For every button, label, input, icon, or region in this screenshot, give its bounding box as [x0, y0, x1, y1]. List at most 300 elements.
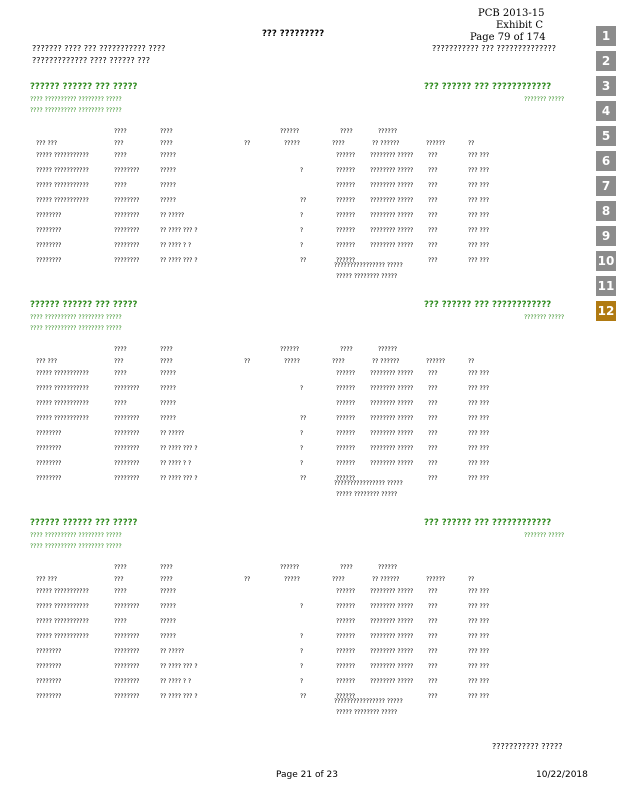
- table-cell: ?: [300, 663, 304, 670]
- table-cell: ?????: [160, 415, 176, 422]
- table-cell: ???: [428, 693, 438, 700]
- exhibit-stamp: [470, 8, 546, 44]
- page-tab-2[interactable]: 2: [596, 51, 616, 71]
- table-row: [0, 430, 596, 438]
- table-cell: ??????: [336, 663, 356, 670]
- table-row: [0, 400, 596, 408]
- header-cell: ????: [160, 576, 173, 583]
- stamp-line-1: PCB 2013-15: [478, 8, 545, 19]
- table-cell: ?????: [160, 588, 176, 595]
- header-cell: ????: [160, 564, 173, 571]
- table-cell: ?? ?????: [160, 430, 185, 437]
- table-cell: ?????: [160, 370, 176, 377]
- header-cell: ??????: [378, 564, 398, 571]
- table-cell: ???????? ?????: [370, 212, 414, 219]
- table-cell: ???: [428, 588, 438, 595]
- table-cell: ????????: [114, 167, 140, 174]
- table-cell: ??? ???: [468, 588, 490, 595]
- table-cell: ?? ?????: [160, 212, 185, 219]
- table-cell: ????????: [36, 257, 62, 264]
- table-cell: ?????: [160, 182, 176, 189]
- table-cell: ???????? ?????: [370, 633, 414, 640]
- table-row: [0, 693, 596, 701]
- rate-section: [0, 518, 596, 728]
- section-left-heading: ?????? ?????? ??? ?????: [30, 300, 138, 310]
- table-cell: ??????: [336, 227, 356, 234]
- header-cell: ??????: [426, 358, 446, 365]
- header-cell: ??????: [280, 346, 300, 353]
- table-cell: ??? ???: [468, 693, 490, 700]
- table-cell: ????????: [36, 663, 62, 670]
- table-cell: ?? ???? ??? ?: [160, 227, 198, 234]
- rate-section: [0, 300, 596, 510]
- table-cell: ????????: [114, 242, 140, 249]
- section-right-heading: ??? ?????? ??? ????????????: [424, 518, 552, 528]
- table-cell: ??? ???: [468, 430, 490, 437]
- table-cell: ??????: [336, 460, 356, 467]
- table-cell: ????? ???????????: [36, 618, 89, 625]
- signature-line: ??????????? ?????: [492, 742, 563, 751]
- stamp-line-3: Page 79 of 174: [470, 32, 546, 43]
- table-cell: ??? ???: [468, 678, 490, 685]
- table-cell: ??????: [336, 370, 356, 377]
- table-cell: ??????: [336, 385, 356, 392]
- table-cell: ????????: [36, 212, 62, 219]
- table-cell: ???????? ?????: [370, 678, 414, 685]
- table-cell: ????????: [114, 633, 140, 640]
- table-row: [0, 475, 596, 483]
- table-cell: ?? ???? ??? ?: [160, 663, 198, 670]
- page-number: Page 21 of 23: [276, 770, 338, 780]
- table-cell: ?: [300, 430, 304, 437]
- table-cell: ????: [114, 182, 127, 189]
- table-cell: ???????? ?????: [370, 663, 414, 670]
- table-cell: ?: [300, 678, 304, 685]
- header-cell: ????: [114, 128, 127, 135]
- table-cell: ?? ???? ? ?: [160, 242, 192, 249]
- table-cell: ??? ???: [468, 633, 490, 640]
- table-cell: ????? ???????????: [36, 370, 89, 377]
- table-cell: ?? ???? ??? ?: [160, 693, 198, 700]
- table-cell: ?????: [160, 618, 176, 625]
- table-cell: ????????: [114, 385, 140, 392]
- header-cell: ????: [340, 564, 353, 571]
- table-cell: ?: [300, 242, 304, 249]
- header-left-line-2: ????????????? ???? ?????? ???: [32, 56, 151, 65]
- table-cell: ?: [300, 460, 304, 467]
- section-right-heading: ??? ?????? ??? ????????????: [424, 300, 552, 310]
- table-cell: ?? ???? ??? ?: [160, 445, 198, 452]
- table-cell: ????????: [114, 197, 140, 204]
- table-cell: ?????: [160, 197, 176, 204]
- header-cell: ????: [340, 128, 353, 135]
- table-cell: ??????: [336, 242, 356, 249]
- page-tabs: [596, 26, 616, 326]
- header-cell: ??? ???: [36, 576, 58, 583]
- table-cell: ???: [428, 167, 438, 174]
- table-cell: ????? ???????????: [36, 400, 89, 407]
- table-cell: ???????? ?????: [370, 445, 414, 452]
- table-cell: ?????: [160, 633, 176, 640]
- table-cell: ???: [428, 603, 438, 610]
- section-note-2: ????? ???????? ?????: [336, 273, 398, 280]
- table-row: [0, 182, 596, 190]
- table-header-row-1: [0, 346, 596, 354]
- table-cell: ????????: [114, 460, 140, 467]
- table-cell: ????????: [114, 663, 140, 670]
- table-row: [0, 227, 596, 235]
- header-cell: ???: [114, 140, 124, 147]
- table-cell: ????????: [114, 257, 140, 264]
- header-cell: ????: [332, 576, 345, 583]
- table-cell: ?: [300, 212, 304, 219]
- table-cell: ???????? ?????: [370, 197, 414, 204]
- table-row: [0, 167, 596, 175]
- table-cell: ??? ???: [468, 475, 490, 482]
- table-cell: ????: [114, 588, 127, 595]
- header-cell: ??????: [280, 564, 300, 571]
- header-cell: ??? ???: [36, 358, 58, 365]
- table-cell: ????????: [36, 475, 62, 482]
- table-cell: ????? ???????????: [36, 415, 89, 422]
- header-cell: ?????: [284, 358, 300, 365]
- table-cell: ???: [428, 648, 438, 655]
- table-cell: ?? ???? ??? ?: [160, 257, 198, 264]
- header-cell: ????: [160, 140, 173, 147]
- section-right-sub: ??????? ?????: [524, 314, 565, 321]
- section-left-heading: ?????? ?????? ??? ?????: [30, 518, 138, 528]
- section-right-heading: ??? ?????? ??? ????????????: [424, 82, 552, 92]
- table-cell: ?? ???? ? ?: [160, 460, 192, 467]
- table-cell: ?????: [160, 603, 176, 610]
- table-cell: ????: [114, 400, 127, 407]
- section-right-sub: ??????? ?????: [524, 96, 565, 103]
- table-cell: ??: [300, 415, 307, 422]
- page-tab-7[interactable]: 7: [596, 176, 616, 196]
- table-cell: ??? ???: [468, 197, 490, 204]
- section-note-1: ???????????????? ?????: [334, 480, 403, 487]
- table-cell: ??? ???: [468, 400, 490, 407]
- table-cell: ???????? ?????: [370, 648, 414, 655]
- header-cell: ?????: [284, 576, 300, 583]
- table-cell: ??? ???: [468, 415, 490, 422]
- table-header-row-1: [0, 564, 596, 572]
- table-cell: ??? ???: [468, 663, 490, 670]
- table-cell: ????????: [114, 212, 140, 219]
- page-tab-10[interactable]: 10: [596, 251, 616, 271]
- table-cell: ??????: [336, 633, 356, 640]
- table-cell: ??????: [336, 430, 356, 437]
- table-row: [0, 603, 596, 611]
- table-cell: ????????: [36, 227, 62, 234]
- page-tab-11[interactable]: 11: [596, 276, 616, 296]
- table-cell: ????: [114, 618, 127, 625]
- header-cell: ?????: [284, 140, 300, 147]
- header-cell: ????: [332, 140, 345, 147]
- table-cell: ???: [428, 257, 438, 264]
- table-cell: ?: [300, 633, 304, 640]
- table-cell: ????? ???????????: [36, 588, 89, 595]
- rate-section: [0, 82, 596, 292]
- section-left-sub-1: ???? ?????????? ???????? ?????: [30, 96, 122, 103]
- table-cell: ?? ???? ??? ?: [160, 475, 198, 482]
- table-cell: ????? ???????????: [36, 152, 89, 159]
- table-cell: ??? ???: [468, 212, 490, 219]
- document-title: ??? ?????????: [262, 29, 325, 39]
- section-note-1: ???????????????? ?????: [334, 262, 403, 269]
- table-cell: ??????: [336, 400, 356, 407]
- table-cell: ???????? ?????: [370, 618, 414, 625]
- table-cell: ????????: [36, 648, 62, 655]
- table-cell: ??????: [336, 212, 356, 219]
- table-cell: ??? ???: [468, 648, 490, 655]
- page-tab-1[interactable]: 1: [596, 26, 616, 46]
- table-cell: ??????: [336, 603, 356, 610]
- table-cell: ??????: [336, 167, 356, 174]
- table-cell: ??????: [336, 475, 356, 482]
- table-cell: ????????: [36, 460, 62, 467]
- table-cell: ????? ???????????: [36, 197, 89, 204]
- table-row: [0, 445, 596, 453]
- table-cell: ??? ???: [468, 618, 490, 625]
- table-cell: ???????? ?????: [370, 242, 414, 249]
- table-row: [0, 385, 596, 393]
- table-cell: ???????? ?????: [370, 227, 414, 234]
- header-cell: ??????: [378, 346, 398, 353]
- table-cell: ?: [300, 385, 304, 392]
- section-left-heading: ?????? ?????? ??? ?????: [30, 82, 138, 92]
- table-row: [0, 460, 596, 468]
- table-cell: ?? ???? ? ?: [160, 678, 192, 685]
- table-row: [0, 370, 596, 378]
- table-header-row-1: [0, 128, 596, 136]
- table-cell: ?: [300, 167, 304, 174]
- table-cell: ???: [428, 678, 438, 685]
- page-tab-9[interactable]: 9: [596, 226, 616, 246]
- table-cell: ???????? ?????: [370, 430, 414, 437]
- header-cell: ??????: [426, 140, 446, 147]
- print-date: 10/22/2018: [536, 770, 588, 780]
- table-cell: ??????: [336, 415, 356, 422]
- section-note-1: ???????????????? ?????: [334, 698, 403, 705]
- page-tab-5[interactable]: 5: [596, 126, 616, 146]
- table-cell: ???????? ?????: [370, 400, 414, 407]
- header-cell: ????: [160, 358, 173, 365]
- table-cell: ????????: [114, 648, 140, 655]
- table-cell: ??: [300, 693, 307, 700]
- page-tab-3[interactable]: 3: [596, 76, 616, 96]
- table-cell: ???????? ?????: [370, 167, 414, 174]
- table-cell: ????????: [114, 227, 140, 234]
- table-cell: ????? ???????????: [36, 182, 89, 189]
- section-left-sub-1: ???? ?????????? ???????? ?????: [30, 532, 122, 539]
- table-cell: ????????: [114, 445, 140, 452]
- table-cell: ????: [114, 370, 127, 377]
- table-cell: ??: [300, 197, 307, 204]
- table-cell: ???: [428, 633, 438, 640]
- table-cell: ???: [428, 663, 438, 670]
- table-cell: ??? ???: [468, 445, 490, 452]
- header-cell: ?? ??????: [372, 576, 400, 583]
- table-cell: ??????: [336, 693, 356, 700]
- header-cell: ????: [114, 346, 127, 353]
- table-row: [0, 197, 596, 205]
- table-row: [0, 618, 596, 626]
- table-cell: ???: [428, 475, 438, 482]
- table-row: [0, 588, 596, 596]
- table-cell: ???: [428, 182, 438, 189]
- table-cell: ???: [428, 445, 438, 452]
- table-cell: ??????: [336, 197, 356, 204]
- table-cell: ???????? ?????: [370, 460, 414, 467]
- table-header-row-2: [0, 140, 596, 148]
- header-cell: ??: [244, 140, 251, 147]
- table-cell: ???????? ?????: [370, 370, 414, 377]
- stamp-line-2: Exhibit C: [496, 20, 544, 31]
- table-cell: ????????: [36, 678, 62, 685]
- table-row: [0, 663, 596, 671]
- header-cell: ???: [114, 576, 124, 583]
- table-cell: ???: [428, 212, 438, 219]
- table-cell: ????????: [114, 678, 140, 685]
- table-cell: ?????: [160, 400, 176, 407]
- table-cell: ??????: [336, 678, 356, 685]
- table-cell: ?? ?????: [160, 648, 185, 655]
- header-cell: ????: [114, 564, 127, 571]
- table-cell: ????????: [114, 475, 140, 482]
- table-cell: ??: [300, 257, 307, 264]
- table-header-row-2: [0, 358, 596, 366]
- table-cell: ???: [428, 197, 438, 204]
- table-cell: ?: [300, 227, 304, 234]
- table-cell: ???: [428, 385, 438, 392]
- table-cell: ????: [114, 152, 127, 159]
- table-cell: ??? ???: [468, 385, 490, 392]
- table-cell: ???????? ?????: [370, 415, 414, 422]
- header-cell: ??? ???: [36, 140, 58, 147]
- table-cell: ????????: [114, 430, 140, 437]
- table-row: [0, 678, 596, 686]
- table-row: [0, 633, 596, 641]
- table-header-row-2: [0, 576, 596, 584]
- table-cell: ?????: [160, 152, 176, 159]
- header-cell: ??????: [426, 576, 446, 583]
- header-cell: ????: [160, 128, 173, 135]
- table-cell: ???: [428, 430, 438, 437]
- table-cell: ???: [428, 370, 438, 377]
- table-cell: ??? ???: [468, 227, 490, 234]
- page-tab-4[interactable]: 4: [596, 101, 616, 121]
- section-note-2: ????? ???????? ?????: [336, 709, 398, 716]
- header-cell: ?? ??????: [372, 358, 400, 365]
- header-right-line-1: ??????????? ??? ??????????????: [432, 44, 556, 53]
- page-tab-8[interactable]: 8: [596, 201, 616, 221]
- table-cell: ??? ???: [468, 152, 490, 159]
- table-cell: ?: [300, 445, 304, 452]
- header-cell: ????: [340, 346, 353, 353]
- header-left-line-1: ??????? ???? ??? ??????????? ????: [32, 44, 166, 53]
- table-cell: ????? ???????????: [36, 167, 89, 174]
- header-cell: ??: [468, 140, 475, 147]
- table-cell: ??? ???: [468, 370, 490, 377]
- table-cell: ???????? ?????: [370, 603, 414, 610]
- header-cell: ????: [160, 346, 173, 353]
- table-cell: ???: [428, 460, 438, 467]
- table-cell: ???: [428, 152, 438, 159]
- table-row: [0, 648, 596, 656]
- table-cell: ??: [300, 475, 307, 482]
- table-cell: ???: [428, 618, 438, 625]
- table-cell: ??????: [336, 588, 356, 595]
- table-cell: ????????: [36, 445, 62, 452]
- page-tab-12[interactable]: 12: [596, 301, 616, 321]
- table-cell: ????????: [114, 415, 140, 422]
- table-cell: ???????? ?????: [370, 385, 414, 392]
- table-cell: ????????: [36, 430, 62, 437]
- table-cell: ???: [428, 242, 438, 249]
- table-cell: ??? ???: [468, 460, 490, 467]
- section-right-sub: ??????? ?????: [524, 532, 565, 539]
- table-cell: ??????: [336, 182, 356, 189]
- table-row: [0, 152, 596, 160]
- table-row: [0, 415, 596, 423]
- table-cell: ??????: [336, 648, 356, 655]
- table-cell: ????? ???????????: [36, 603, 89, 610]
- table-cell: ?: [300, 648, 304, 655]
- header-cell: ?? ??????: [372, 140, 400, 147]
- table-cell: ??? ???: [468, 167, 490, 174]
- section-left-sub-2: ???? ?????????? ???????? ?????: [30, 325, 122, 332]
- table-cell: ???: [428, 227, 438, 234]
- table-cell: ??? ???: [468, 242, 490, 249]
- table-cell: ???????? ?????: [370, 152, 414, 159]
- table-cell: ?????: [160, 385, 176, 392]
- table-cell: ??????: [336, 618, 356, 625]
- header-cell: ??????: [378, 128, 398, 135]
- section-left-sub-1: ???? ?????????? ???????? ?????: [30, 314, 122, 321]
- table-cell: ?: [300, 603, 304, 610]
- table-row: [0, 212, 596, 220]
- page-tab-6[interactable]: 6: [596, 151, 616, 171]
- table-cell: ??????: [336, 257, 356, 264]
- table-cell: ???????? ?????: [370, 588, 414, 595]
- header-cell: ??: [244, 576, 251, 583]
- table-cell: ????????: [114, 693, 140, 700]
- table-row: [0, 242, 596, 250]
- table-cell: ???: [428, 415, 438, 422]
- section-left-sub-2: ???? ?????????? ???????? ?????: [30, 543, 122, 550]
- table-cell: ??????: [336, 445, 356, 452]
- table-cell: ????????: [36, 693, 62, 700]
- table-cell: ????? ???????????: [36, 385, 89, 392]
- header-cell: ???: [114, 358, 124, 365]
- table-row: [0, 257, 596, 265]
- header-cell: ??: [468, 576, 475, 583]
- table-cell: ??????: [336, 152, 356, 159]
- section-left-sub-2: ???? ?????????? ???????? ?????: [30, 107, 122, 114]
- table-cell: ??? ???: [468, 603, 490, 610]
- table-cell: ???: [428, 400, 438, 407]
- section-note-2: ????? ???????? ?????: [336, 491, 398, 498]
- table-cell: ??? ???: [468, 182, 490, 189]
- table-cell: ???????? ?????: [370, 182, 414, 189]
- table-cell: ????????: [36, 242, 62, 249]
- table-cell: ?????: [160, 167, 176, 174]
- header-cell: ??: [468, 358, 475, 365]
- table-cell: ??? ???: [468, 257, 490, 264]
- header-cell: ??????: [280, 128, 300, 135]
- header-cell: ??: [244, 358, 251, 365]
